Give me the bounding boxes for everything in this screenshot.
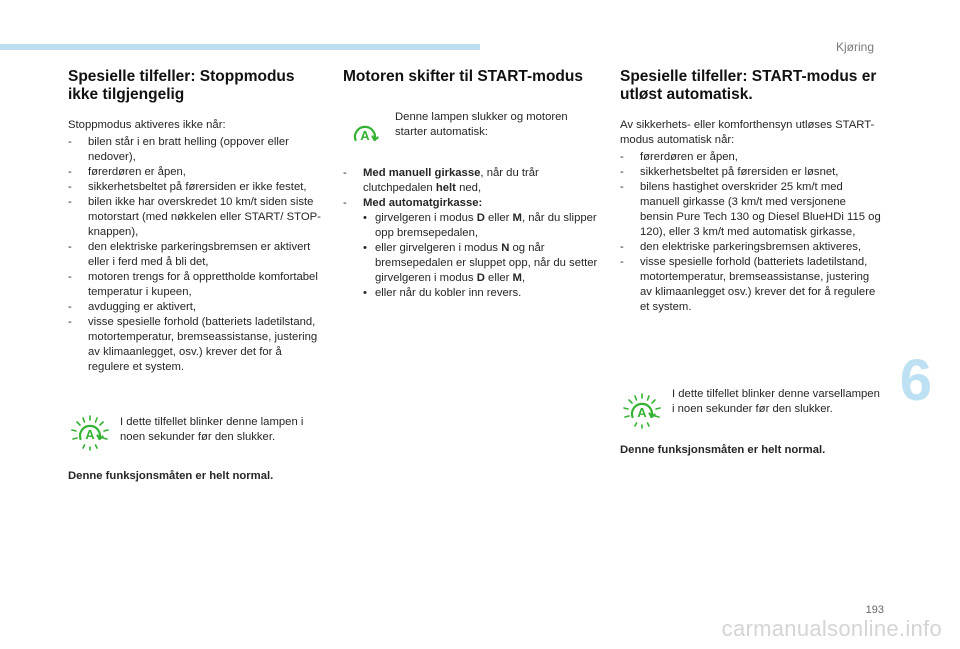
list-item-manual-gearbox (343, 166, 601, 196)
normal-operation-note: Denne funksjonsmåten er helt normal. (620, 444, 826, 456)
list-item: - avdugging er aktivert, (68, 300, 326, 315)
start-stop-lamp-flashing-icon (620, 387, 664, 429)
list-item: • eller når du kobler inn revers. (363, 286, 601, 301)
column-stop-mode-unavailable (68, 68, 326, 495)
inline-text: girvelgeren i modus (375, 212, 477, 224)
inline-text: , når du trår clutchpedalen (363, 167, 539, 194)
auto-start-conditions (620, 150, 882, 315)
list-item: - sikkerhetsbeltet på førersiden er ikke festet, (68, 180, 326, 195)
list-item: - den elektriske parkeringsbremsen aktiveres, (620, 240, 882, 255)
gear-mode: D (476, 272, 485, 284)
inline-bold: helt (435, 182, 456, 194)
gear-mode: M (512, 212, 522, 224)
list-item: - bilens hastighet overskrider 25 km/t med manuell girkasse (3 km/t med versjonene bensin Pure Tech 130 og Diesel BlueHDi 115 og 120), eller 3 km/t med automatisk girkasse, (620, 180, 882, 240)
heading-start-mode: Motoren skifter til START-modus (343, 68, 583, 85)
list-item: - førerdøren er åpen, (68, 165, 326, 180)
list-item: - motoren trengs for å opprettholde komfortabel temperatur i kupeen, (68, 270, 326, 300)
normal-operation-note: Denne funksjonsmåten er helt normal. (68, 470, 274, 482)
inline-text: eller (484, 212, 513, 224)
automatic-gearbox-conditions (363, 211, 601, 301)
list-item: - sikkerhetsbeltet på førersiden er løsnet, (620, 165, 882, 180)
inline-text: , (521, 272, 526, 284)
header-color-bar (0, 44, 480, 50)
list-item (363, 211, 601, 241)
column-start-mode (343, 68, 601, 301)
list-item: - bilen står i en bratt helling (oppover eller nedover), (68, 135, 326, 165)
heading-start-mode-automatic: Spesielle tilfeller: START-modus er utløst automatisk. (620, 68, 877, 103)
inline-text: eller girvelgeren i modus (375, 242, 502, 254)
lamp-note-start (343, 110, 601, 152)
gear-mode: N (501, 242, 510, 254)
svg-text:A: A (360, 128, 370, 143)
list-item: - den elektriske parkeringsbremsen er aktivert eller i ferd med å bli det, (68, 240, 326, 270)
automatic-gearbox-label: Med automatgirkasse: (363, 197, 483, 209)
svg-text:A: A (637, 405, 647, 420)
gear-mode: M (512, 272, 522, 284)
lamp-note-auto-start (620, 387, 882, 429)
list-item: - visse spesielle forhold (batteriets ladetilstand, motortemperatur, bremseassistanse, justering av klimaanlegget osv.) krever det for å regulere et system. (620, 255, 882, 315)
stop-mode-conditions (68, 135, 326, 375)
start-mode-conditions (343, 166, 601, 301)
gear-mode: D (476, 212, 485, 224)
list-item-automatic-gearbox (343, 196, 601, 301)
section-title: Kjøring (835, 40, 874, 54)
chapter-number: 6 (899, 348, 932, 413)
list-item: - bilen ikke har overskredet 10 km/t siden siste motorstart (med nøkkelen eller START/ STOP-knappen), (68, 195, 326, 240)
inline-text: , når du slipper opp bremsepedalen, (375, 212, 597, 239)
lamp-note-text: Denne lampen slukker og motoren starter automatisk: (395, 111, 568, 138)
inline-text: ned, (455, 182, 482, 194)
list-item: - visse spesielle forhold (batteriets ladetilstand, motortemperatur, bremseassistanse, justering av klimaanlegget, osv.) krever det for å regulere et system. (68, 315, 326, 375)
watermark: carmanualsonline.info (721, 616, 942, 641)
lamp-note-text: I dette tilfellet blinker denne varsellampen i noen sekunder før den slukker. (672, 388, 880, 415)
stop-mode-intro: Stoppmodus aktiveres ikke når: (68, 119, 226, 131)
lamp-note-stop (68, 415, 326, 451)
list-item (363, 241, 601, 286)
start-stop-lamp-icon (343, 110, 387, 152)
column-start-mode-automatic (620, 68, 882, 469)
page-number: 193 (865, 604, 884, 616)
start-stop-lamp-flashing-icon (68, 415, 112, 451)
start-mode-intro: Av sikkerhets- eller komforthensyn utløses START-modus automatisk når: (620, 119, 875, 146)
heading-stop-mode-unavailable: Spesielle tilfeller: Stoppmodus ikke tilgjengelig (68, 68, 295, 103)
lamp-note-text: I dette tilfellet blinker denne lampen i noen sekunder før den slukker. (120, 416, 304, 443)
list-item: - førerdøren er åpen, (620, 150, 882, 165)
manual-gearbox-label: Med manuell girkasse (363, 167, 481, 179)
inline-text: eller (484, 272, 513, 284)
svg-text:A: A (85, 427, 95, 442)
inline-text: og når bremsepedalen er sluppet opp, når du setter girvelgeren i modus (375, 242, 598, 284)
